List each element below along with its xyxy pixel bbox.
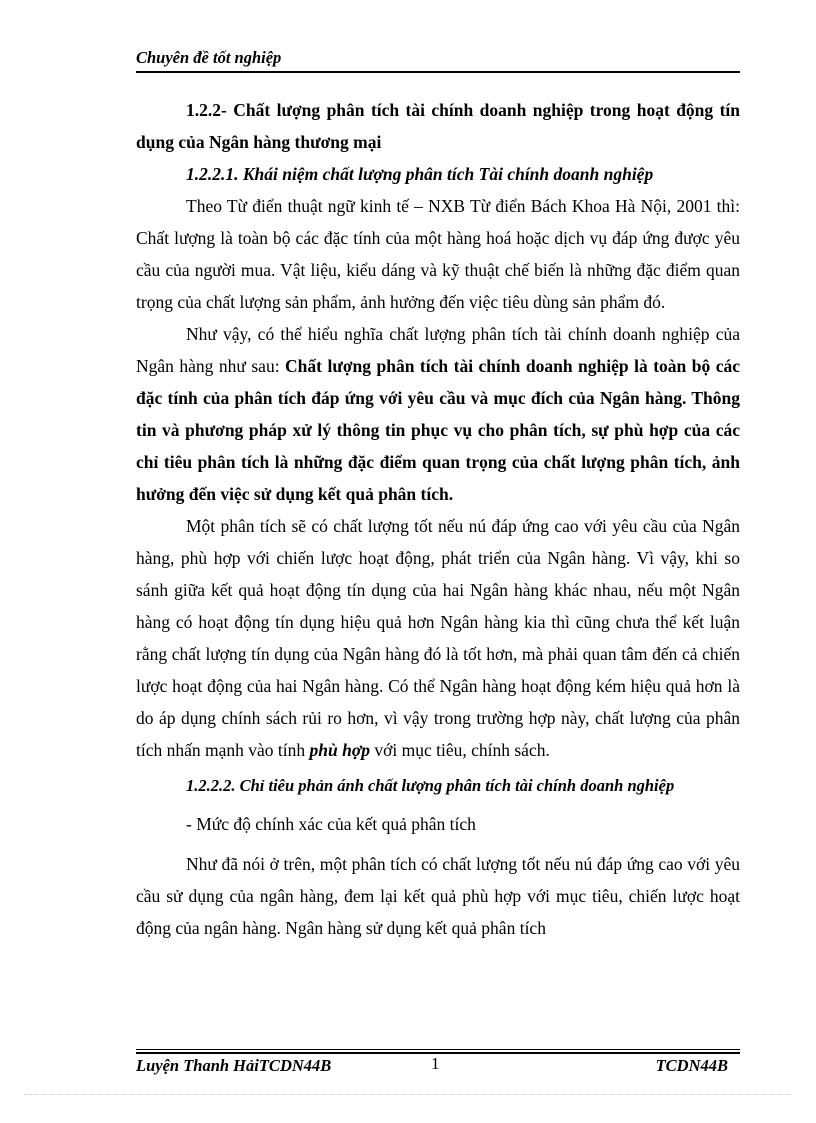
page-header-title: Chuyên đề tốt nghiệp (136, 48, 282, 67)
bullet-accuracy: - Mức độ chính xác của kết quả phân tích (186, 814, 476, 834)
footer-rule-top (136, 1049, 740, 1050)
paragraph-comparison-emphasis: phù hợp (309, 740, 370, 760)
footer-author: Luyện Thanh HảiTCDN44B (136, 1056, 332, 1075)
footer-page-number: 1 (431, 1054, 440, 1073)
section-heading-1-2-2-2: 1.2.2.2. Chỉ tiêu phản ánh chất lượng phân tích tài chính doanh nghiệp (186, 776, 675, 795)
header-rule (136, 71, 740, 73)
paragraph-quality-intro: Như vậy, có thể hiểu nghĩa chất lượng phân tích tài chính doanh nghiệp của Ngân hàng như sau: (136, 324, 740, 376)
paragraph-comparison-main: Một phân tích sẽ có chất lượng tốt nếu nú đáp ứng cao với yêu cầu của Ngân hàng, phù hợp với chiến lược hoạt động, phát triển của Ngân hàng. Vì vậy, khi so sánh giữa kết quả hoạt động tín dụng của hai Ngân hàng khác nhau, nếu một Ngân hàng có hoạt động tín dụng hiệu quả hơn Ngân hàng kia thì cũng chưa thể kết luận rằng chất lượng tín dụng của Ngân hàng đó là tốt hơn, mà phải quan tâm đến cả chiến lược hoạt động của hai Ngân hàng. Có thể Ngân hàng hoạt động kém hiệu quả hơn là do áp dụng chính sách rủi ro hơn, vì vậy trong trường hợp này, chất lượng của phân tích nhấn mạnh vào tính (136, 516, 740, 760)
page-edge (24, 1094, 792, 1095)
document-body (136, 94, 740, 944)
footer-class-code: TCDN44B (655, 1056, 728, 1075)
paragraph-definition: Theo Từ điển thuật ngữ kinh tế – NXB Từ điển Bách Khoa Hà Nội, 2001 thì: Chất lượng là toàn bộ các đặc tính của một hàng hoá hoặc dịch vụ đáp ứng được yêu cầu của người mua. Vật liệu, kiểu dáng và kỹ thuật chế biến là những đặc điểm quan trọng của chất lượng sản phẩm, ảnh hưởng đến việc tiêu dùng sản phẩm đó. (136, 196, 740, 312)
section-heading-1-2-2-1: 1.2.2.1. Khái niệm chất lượng phân tích Tài chính doanh nghiệp (186, 164, 654, 184)
paragraph-quality-meaning (136, 318, 740, 510)
paragraph-quality-definition-bold: Chất lượng phân tích tài chính doanh nghiệp là toàn bộ các đặc tính của phân tích đáp ứng với yêu cầu và mục đích của Ngân hàng. Thông tin và phương pháp xử lý thông tin phục vụ cho phân tích, sự phù hợp của các chỉ tiêu phân tích là những đặc điểm quan trọng của chất lượng phân tích, ảnh hưởng đến việc sử dụng kết quả phân tích. (136, 356, 740, 504)
section-heading-1-2-2: 1.2.2- Chất lượng phân tích tài chính doanh nghiệp trong hoạt động tín dụng của Ngân hàng thương mại (136, 100, 740, 152)
paragraph-comparison-end: với mục tiêu, chính sách. (369, 740, 550, 760)
paragraph-comparison (136, 510, 740, 766)
paragraph-accuracy: Như đã nói ở trên, một phân tích có chất lượng tốt nếu nú đáp ứng cao với yêu cầu sử dụng của ngân hàng, đem lại kết quả phù hợp với mục tiêu, chiến lược hoạt động của ngân hàng. Ngân hàng sử dụng kết quả phân tích (136, 854, 740, 938)
